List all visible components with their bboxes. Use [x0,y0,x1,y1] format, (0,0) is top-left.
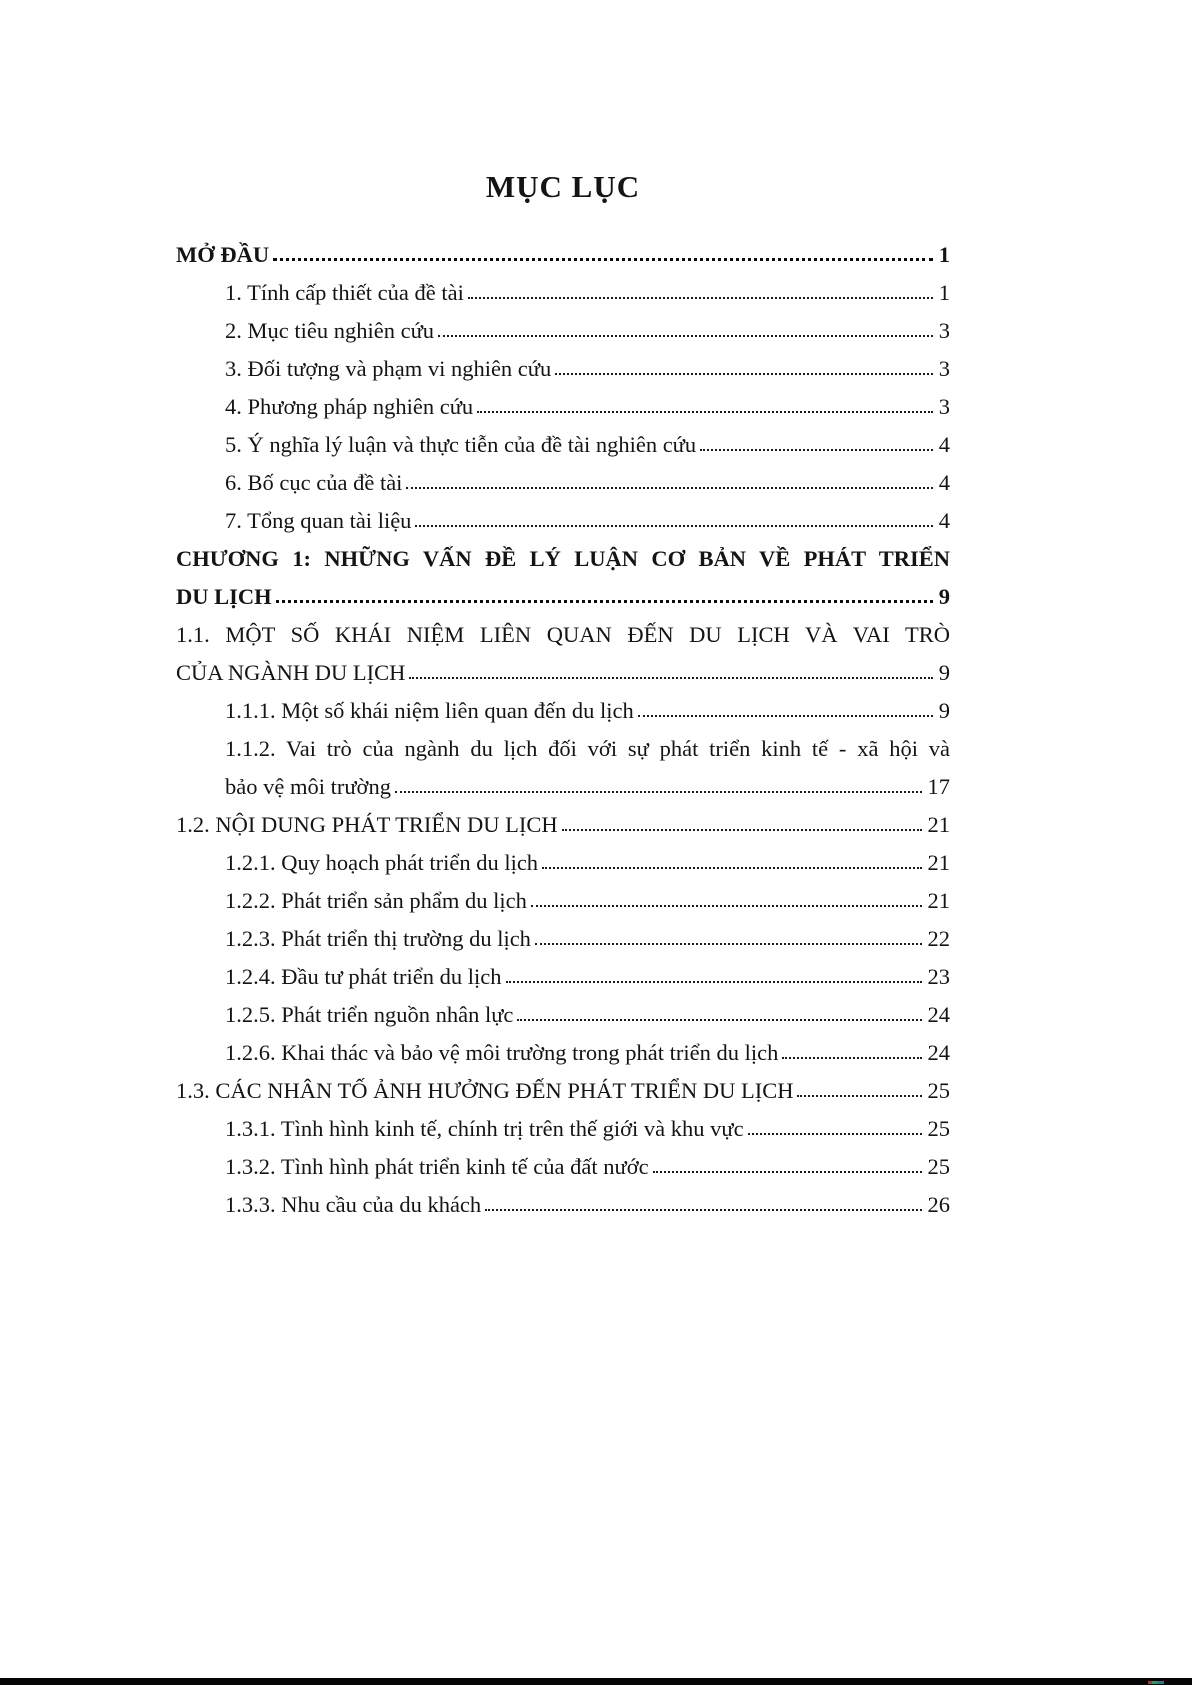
toc-page-number: 21 [927,888,950,913]
toc-entry-text: 1.1. MỘT SỐ KHÁI NIỆM LIÊN QUAN ĐẾN DU LỊCH VÀ VAI TRÒ [176,622,950,647]
toc-entry [176,236,950,274]
toc-entry-text: 1.2.4. Đầu tư phát triển du lịch [225,964,502,989]
dot-leader [542,867,921,869]
toc-page-number: 1 [938,242,950,267]
toc-entry-text: 1.2.3. Phát triển thị trường du lịch [225,926,531,951]
toc-entry-text: 5. Ý nghĩa lý luận và thực tiễn của đề tài nghiên cứu [225,432,697,457]
toc-entry-text: 7. Tổng quan tài liệu [225,508,412,533]
toc-page-number: 4 [938,432,950,457]
dot-leader [782,1057,921,1059]
toc-entry [176,1186,950,1224]
toc-row [225,502,950,540]
toc-entry [176,350,950,388]
dot-leader [477,411,933,413]
page-title: MỤC LỤC [485,169,641,204]
toc-entry [176,540,950,616]
toc-row [225,1034,950,1072]
toc-entry [176,958,950,996]
toc-row [225,1148,950,1186]
toc-page-number: 24 [927,1002,950,1027]
scan-edge-bar [0,1678,1192,1685]
toc-entry-text: 1.1.2. Vai trò của ngành du lịch đối với sự phát triển kinh tế - xã hội và [225,736,950,761]
toc-page-number: 25 [927,1154,950,1179]
toc-page-number: 1 [938,280,950,305]
toc-entry [176,274,950,312]
toc-entry [176,426,950,464]
toc-row [225,1110,950,1148]
toc-page-number: 21 [927,812,950,837]
toc-page-number: 24 [927,1040,950,1065]
toc-page-number: 3 [938,318,950,343]
toc-row [225,426,950,464]
toc-entry-text: 1.2.5. Phát triển nguồn nhân lực [225,1002,514,1027]
toc-entry-text: CHƯƠNG 1: NHỮNG VẤN ĐỀ LÝ LUẬN CƠ BẢN VỀ PHÁT TRIỂN [176,546,950,571]
dot-leader [415,525,932,527]
toc-row [176,1072,950,1110]
toc-page-number: 26 [927,1192,950,1217]
toc-entry [176,806,950,844]
dot-leader [562,829,922,831]
toc-entry-text: 2. Mục tiêu nghiên cứu [225,318,435,343]
toc-entry-text: 1.3.1. Tình hình kinh tế, chính trị trên thế giới và khu vực [225,1116,744,1141]
toc-row [225,1186,950,1224]
toc-entry [176,730,950,806]
toc-entry-text: bảo vệ môi trường [225,774,391,799]
toc-row [225,312,950,350]
dot-leader [506,981,922,983]
toc-row [225,692,950,730]
toc-entry [176,502,950,540]
toc-row [225,920,950,958]
toc-entry-text: DU LỊCH [176,584,272,609]
toc-page-number: 9 [938,698,950,723]
toc-row [225,274,950,312]
toc-entry-text: 3. Đối tượng và phạm vi nghiên cứu [225,356,552,381]
toc-entry-text: 1.2.1. Quy hoạch phát triển du lịch [225,850,539,875]
toc-row [225,768,950,806]
toc-page-number: 9 [938,660,950,685]
toc-entry [176,1034,950,1072]
dot-leader [531,905,922,907]
toc-entry [176,996,950,1034]
dot-leader [797,1095,921,1097]
toc-entry-text: CỦA NGÀNH DU LỊCH [176,660,406,685]
dot-leader [653,1171,922,1173]
toc-entry-text: 1.2.6. Khai thác và bảo vệ môi trường trong phát triển du lịch [225,1040,779,1065]
dot-leader [468,297,933,299]
toc-entry-text: 1. Tính cấp thiết của đề tài [225,280,464,305]
toc-row [176,236,950,274]
toc-entry-text: 1.3.2. Tình hình phát triển kinh tế của đất nước [225,1154,649,1179]
toc-entry-text: 1.1.1. Một số khái niệm liên quan đến du lịch [225,698,634,723]
toc-entry [176,882,950,920]
dot-leader [748,1133,922,1135]
toc-page-number: 25 [927,1078,950,1103]
dot-leader [555,373,933,375]
dot-leader [517,1019,921,1021]
dot-leader [638,715,933,717]
toc-page-number: 21 [927,850,950,875]
toc-page-number: 3 [938,394,950,419]
toc-page-number: 22 [927,926,950,951]
toc-row [225,996,950,1034]
toc-row [176,654,950,692]
toc-entry [176,920,950,958]
document-content [176,0,950,1224]
dot-leader [406,487,932,489]
toc-entry [176,692,950,730]
toc-page-number: 17 [927,774,950,799]
scan-artifact-pixels [1148,1681,1164,1684]
dot-leader [700,449,933,451]
toc-page-number: 25 [927,1116,950,1141]
toc-row [225,958,950,996]
toc-row [176,806,950,844]
toc-row [225,350,950,388]
toc-row [225,844,950,882]
toc-entry [176,388,950,426]
dot-leader [535,943,922,945]
toc-entry-text: 6. Bố cục của đề tài [225,470,403,495]
toc-page-number: 9 [938,584,950,609]
dot-leader [395,791,922,793]
toc-row [225,882,950,920]
toc-entry [176,1110,950,1148]
toc-entry-text: 4. Phương pháp nghiên cứu [225,394,474,419]
toc-entry [176,844,950,882]
toc-entry-text: 1.2.2. Phát triển sản phẩm du lịch [225,888,527,913]
toc-page-number: 3 [938,356,950,381]
toc-row [225,464,950,502]
toc-page-number: 23 [927,964,950,989]
toc-row [225,388,950,426]
toc-entry [176,616,950,692]
toc-entry [176,312,950,350]
dot-leader [273,258,933,261]
toc-entry-text: 1.2. NỘI DUNG PHÁT TRIỂN DU LỊCH [176,812,558,837]
dot-leader [438,335,933,337]
toc-entry-text: 1.3.3. Nhu cầu của du khách [225,1192,482,1217]
dot-leader [485,1209,921,1211]
toc-page-number: 4 [938,470,950,495]
toc-entry [176,464,950,502]
toc-entry [176,1072,950,1110]
dot-leader [409,677,932,679]
dot-leader [276,600,933,603]
toc-entry-text: 1.3. CÁC NHÂN TỐ ẢNH HƯỞNG ĐẾN PHÁT TRIỂN DU LỊCH [176,1078,794,1103]
toc-page-number: 4 [938,508,950,533]
toc-row [176,578,950,616]
table-of-contents [176,236,950,1224]
toc-entry [176,1148,950,1186]
toc-entry-text: MỞ ĐẦU [176,242,270,267]
